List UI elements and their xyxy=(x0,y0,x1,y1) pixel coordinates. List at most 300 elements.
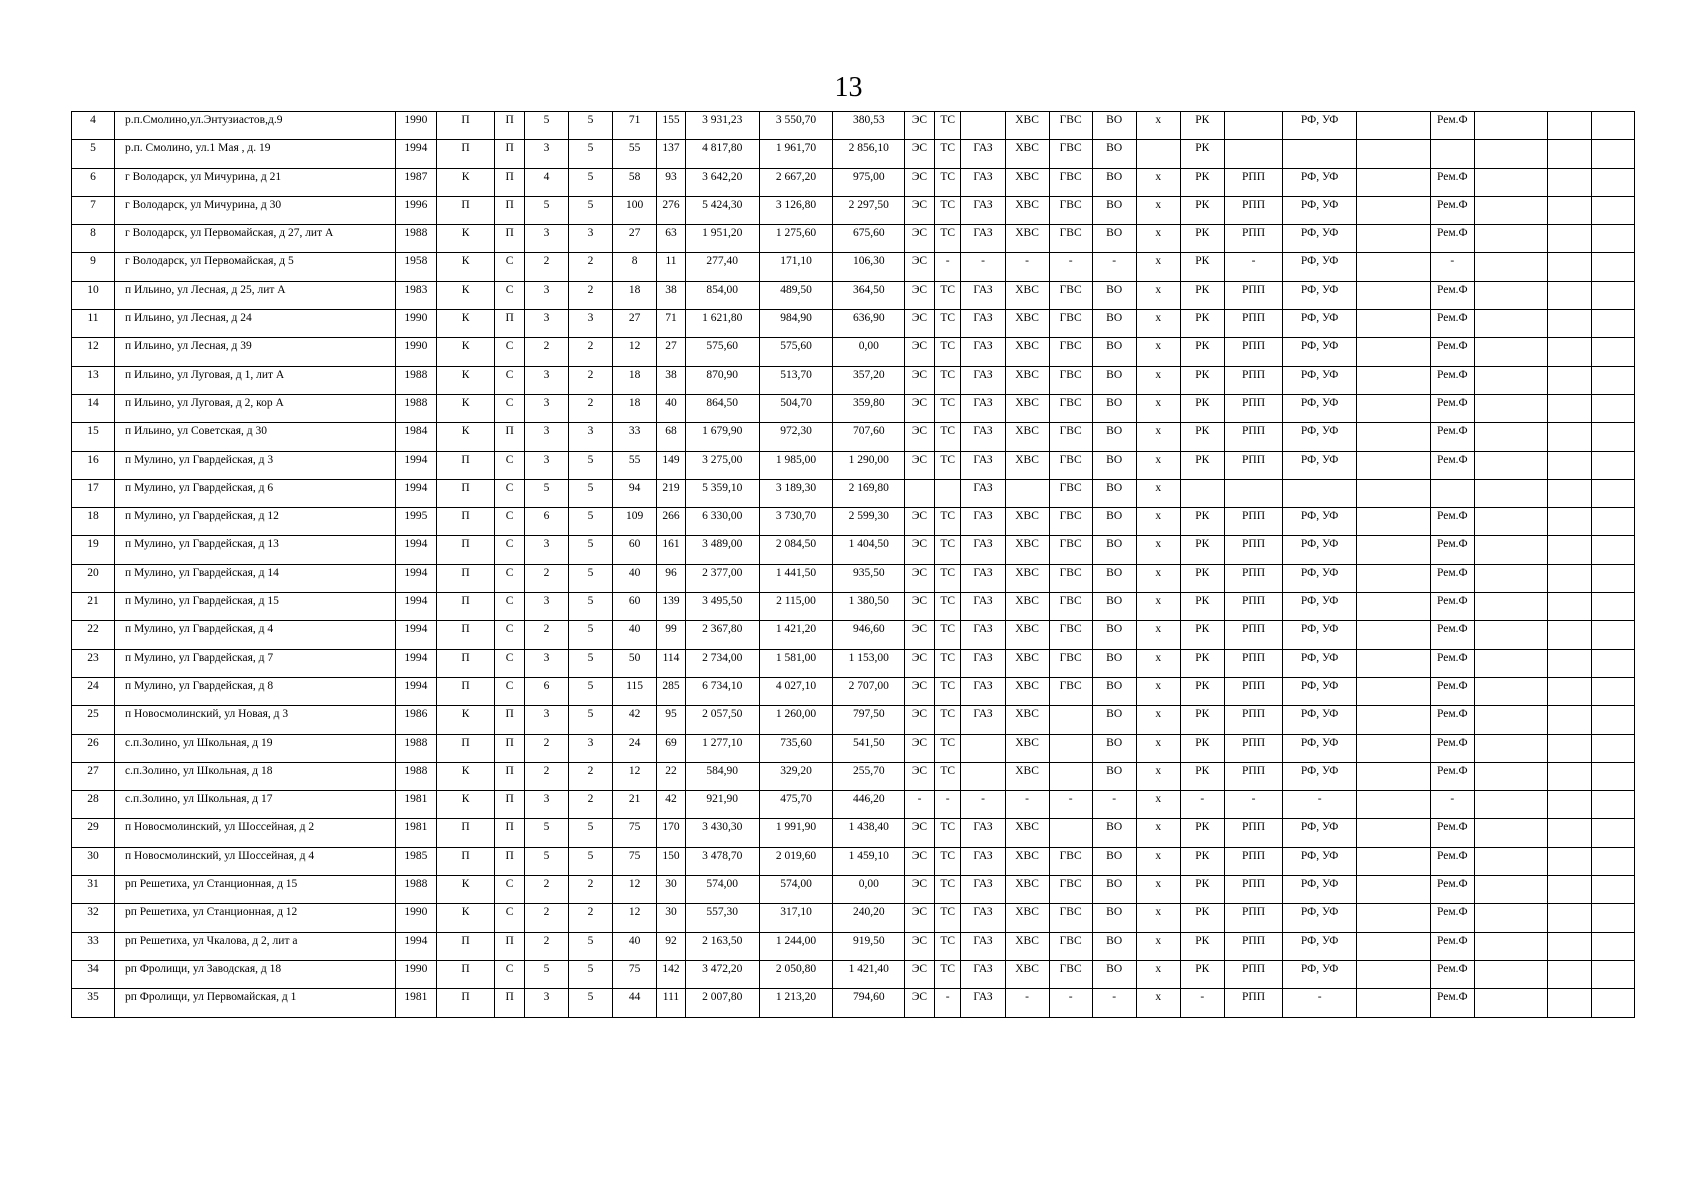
cell-type-code: С xyxy=(495,253,525,281)
cell-residents: 38 xyxy=(657,281,686,309)
cell-nonresidential-area: 975,00 xyxy=(833,168,905,196)
cell-heating: ТС xyxy=(934,338,961,366)
cell-apartments: 12 xyxy=(613,876,657,904)
cell-residents: 114 xyxy=(657,649,686,677)
cell-year-built: 1988 xyxy=(395,366,436,394)
cell-cold-water: ХВС xyxy=(1005,168,1049,196)
cell-repair-fund xyxy=(1430,479,1474,507)
cell-extra-col-1 xyxy=(1357,932,1431,960)
cell-row-number: 17 xyxy=(72,479,115,507)
cell-rpp-code: РПП xyxy=(1224,989,1282,1017)
cell-rpp-code xyxy=(1224,112,1282,140)
cell-material-code: П xyxy=(436,479,494,507)
cell-address: рп Решетиха, ул Станционная, д 12 xyxy=(115,904,396,932)
cell-total-area: 2 377,00 xyxy=(685,564,759,592)
cell-type-code: С xyxy=(495,451,525,479)
cell-material-code: П xyxy=(436,140,494,168)
cell-total-area: 2 057,50 xyxy=(685,706,759,734)
cell-address: п Мулино, ул Гвардейская, д 7 xyxy=(115,649,396,677)
cell-cold-water: ХВС xyxy=(1005,423,1049,451)
cell-extra-col-2 xyxy=(1474,281,1547,309)
cell-x-mark xyxy=(1136,140,1180,168)
cell-rf-uf-code: РФ, УФ xyxy=(1283,593,1357,621)
cell-material-code: К xyxy=(436,394,494,422)
table-row xyxy=(72,932,1635,960)
cell-gas: ГАЗ xyxy=(961,394,1005,422)
cell-hot-water: ГВС xyxy=(1049,196,1092,224)
cell-total-area: 2 734,00 xyxy=(685,649,759,677)
cell-year-built: 1988 xyxy=(395,394,436,422)
cell-extra-col-4 xyxy=(1591,734,1634,762)
cell-type-code: С xyxy=(495,338,525,366)
cell-material-code: П xyxy=(436,960,494,988)
cell-sewerage: ВО xyxy=(1092,536,1136,564)
cell-type-code: С xyxy=(495,536,525,564)
cell-type-code: П xyxy=(495,225,525,253)
cell-floors: 3 xyxy=(524,225,568,253)
cell-extra-col-2 xyxy=(1474,253,1547,281)
cell-extra-col-4 xyxy=(1591,225,1634,253)
cell-heating: ТС xyxy=(934,281,961,309)
cell-year-built: 1994 xyxy=(395,649,436,677)
cell-hot-water xyxy=(1049,762,1092,790)
cell-electricity: ЭС xyxy=(905,281,935,309)
cell-row-number: 23 xyxy=(72,649,115,677)
cell-year-built: 1981 xyxy=(395,819,436,847)
cell-repair-fund: Рем.Ф xyxy=(1430,876,1474,904)
cell-x-mark: х xyxy=(1136,112,1180,140)
cell-living-area: 984,90 xyxy=(759,310,833,338)
cell-extra-col-1 xyxy=(1357,508,1431,536)
cell-entrances: 2 xyxy=(569,394,613,422)
cell-repair-fund: Рем.Ф xyxy=(1430,310,1474,338)
cell-year-built: 1988 xyxy=(395,225,436,253)
cell-address: п Мулино, ул Гвардейская, д 15 xyxy=(115,593,396,621)
cell-residents: 111 xyxy=(657,989,686,1017)
cell-nonresidential-area: 541,50 xyxy=(833,734,905,762)
cell-rk-code: РК xyxy=(1180,196,1224,224)
cell-entrances: 5 xyxy=(569,706,613,734)
cell-rk-code xyxy=(1180,479,1224,507)
cell-apartments: 18 xyxy=(613,394,657,422)
cell-address: п Новосмолинский, ул Шоссейная, д 2 xyxy=(115,819,396,847)
cell-repair-fund: Рем.Ф xyxy=(1430,394,1474,422)
cell-sewerage: ВО xyxy=(1092,225,1136,253)
cell-total-area: 1 679,90 xyxy=(685,423,759,451)
cell-entrances: 3 xyxy=(569,310,613,338)
cell-row-number: 27 xyxy=(72,762,115,790)
cell-rpp-code: РПП xyxy=(1224,508,1282,536)
cell-rpp-code: РПП xyxy=(1224,564,1282,592)
cell-cold-water: ХВС xyxy=(1005,281,1049,309)
cell-nonresidential-area: 106,30 xyxy=(833,253,905,281)
cell-extra-col-3 xyxy=(1547,112,1591,140)
cell-residents: 42 xyxy=(657,791,686,819)
cell-total-area: 584,90 xyxy=(685,762,759,790)
cell-residents: 27 xyxy=(657,338,686,366)
cell-extra-col-4 xyxy=(1591,593,1634,621)
cell-living-area: 2 667,20 xyxy=(759,168,833,196)
cell-rpp-code: РПП xyxy=(1224,281,1282,309)
cell-living-area: 317,10 xyxy=(759,904,833,932)
cell-rpp-code: РПП xyxy=(1224,310,1282,338)
cell-heating: ТС xyxy=(934,847,961,875)
cell-cold-water: - xyxy=(1005,989,1049,1017)
cell-hot-water: ГВС xyxy=(1049,932,1092,960)
cell-rf-uf-code xyxy=(1283,140,1357,168)
cell-electricity: ЭС xyxy=(905,508,935,536)
cell-year-built: 1996 xyxy=(395,196,436,224)
cell-heating: ТС xyxy=(934,225,961,253)
cell-rpp-code: РПП xyxy=(1224,734,1282,762)
cell-repair-fund: Рем.Ф xyxy=(1430,734,1474,762)
cell-extra-col-3 xyxy=(1547,253,1591,281)
cell-heating: ТС xyxy=(934,394,961,422)
table-row xyxy=(72,423,1635,451)
cell-extra-col-3 xyxy=(1547,196,1591,224)
cell-year-built: 1995 xyxy=(395,508,436,536)
cell-gas: - xyxy=(961,253,1005,281)
cell-extra-col-2 xyxy=(1474,989,1547,1017)
cell-electricity: ЭС xyxy=(905,677,935,705)
cell-electricity: ЭС xyxy=(905,593,935,621)
cell-extra-col-4 xyxy=(1591,932,1634,960)
cell-cold-water: ХВС xyxy=(1005,876,1049,904)
cell-nonresidential-area: 1 421,40 xyxy=(833,960,905,988)
cell-total-area: 574,00 xyxy=(685,876,759,904)
cell-entrances: 5 xyxy=(569,677,613,705)
table-row xyxy=(72,394,1635,422)
cell-electricity: ЭС xyxy=(905,621,935,649)
cell-rpp-code: РПП xyxy=(1224,904,1282,932)
cell-rk-code: РК xyxy=(1180,876,1224,904)
cell-repair-fund: - xyxy=(1430,791,1474,819)
cell-sewerage: ВО xyxy=(1092,281,1136,309)
cell-extra-col-1 xyxy=(1357,791,1431,819)
cell-rpp-code: РПП xyxy=(1224,706,1282,734)
cell-rpp-code: - xyxy=(1224,253,1282,281)
cell-nonresidential-area: 240,20 xyxy=(833,904,905,932)
cell-extra-col-1 xyxy=(1357,734,1431,762)
cell-repair-fund: Рем.Ф xyxy=(1430,960,1474,988)
cell-heating: ТС xyxy=(934,112,961,140)
cell-extra-col-3 xyxy=(1547,649,1591,677)
cell-hot-water: ГВС xyxy=(1049,394,1092,422)
table-row xyxy=(72,593,1635,621)
cell-extra-col-1 xyxy=(1357,960,1431,988)
cell-extra-col-2 xyxy=(1474,423,1547,451)
cell-residents: 150 xyxy=(657,847,686,875)
cell-material-code: П xyxy=(436,734,494,762)
cell-floors: 3 xyxy=(524,423,568,451)
cell-gas: ГАЗ xyxy=(961,508,1005,536)
cell-x-mark: х xyxy=(1136,366,1180,394)
cell-nonresidential-area: 675,60 xyxy=(833,225,905,253)
cell-extra-col-1 xyxy=(1357,310,1431,338)
cell-entrances: 5 xyxy=(569,508,613,536)
cell-rf-uf-code: РФ, УФ xyxy=(1283,649,1357,677)
cell-gas: ГАЗ xyxy=(961,677,1005,705)
cell-rk-code: РК xyxy=(1180,762,1224,790)
cell-repair-fund: Рем.Ф xyxy=(1430,423,1474,451)
cell-repair-fund: Рем.Ф xyxy=(1430,366,1474,394)
cell-cold-water xyxy=(1005,479,1049,507)
cell-extra-col-2 xyxy=(1474,508,1547,536)
cell-extra-col-4 xyxy=(1591,394,1634,422)
cell-type-code: П xyxy=(495,310,525,338)
cell-repair-fund: Рем.Ф xyxy=(1430,847,1474,875)
cell-extra-col-4 xyxy=(1591,366,1634,394)
cell-extra-col-2 xyxy=(1474,593,1547,621)
cell-extra-col-1 xyxy=(1357,677,1431,705)
cell-cold-water: ХВС xyxy=(1005,112,1049,140)
cell-cold-water: ХВС xyxy=(1005,734,1049,762)
cell-extra-col-3 xyxy=(1547,847,1591,875)
cell-residents: 68 xyxy=(657,423,686,451)
cell-floors: 3 xyxy=(524,281,568,309)
cell-material-code: П xyxy=(436,819,494,847)
cell-type-code: П xyxy=(495,196,525,224)
cell-floors: 3 xyxy=(524,989,568,1017)
cell-sewerage: ВО xyxy=(1092,338,1136,366)
table-row xyxy=(72,621,1635,649)
cell-material-code: П xyxy=(436,621,494,649)
cell-rpp-code: РПП xyxy=(1224,168,1282,196)
cell-type-code: П xyxy=(495,791,525,819)
cell-hot-water: ГВС xyxy=(1049,621,1092,649)
cell-x-mark: х xyxy=(1136,932,1180,960)
cell-extra-col-1 xyxy=(1357,536,1431,564)
cell-residents: 276 xyxy=(657,196,686,224)
cell-cold-water: ХВС xyxy=(1005,960,1049,988)
cell-extra-col-2 xyxy=(1474,876,1547,904)
cell-heating: - xyxy=(934,253,961,281)
cell-rpp-code xyxy=(1224,479,1282,507)
cell-nonresidential-area: 1 404,50 xyxy=(833,536,905,564)
cell-nonresidential-area: 1 290,00 xyxy=(833,451,905,479)
cell-extra-col-3 xyxy=(1547,960,1591,988)
cell-electricity: ЭС xyxy=(905,762,935,790)
cell-extra-col-1 xyxy=(1357,819,1431,847)
table-row xyxy=(72,140,1635,168)
cell-gas xyxy=(961,112,1005,140)
table-row xyxy=(72,791,1635,819)
cell-row-number: 28 xyxy=(72,791,115,819)
cell-rk-code: РК xyxy=(1180,112,1224,140)
cell-apartments: 115 xyxy=(613,677,657,705)
cell-electricity: ЭС xyxy=(905,734,935,762)
cell-living-area: 2 019,60 xyxy=(759,847,833,875)
cell-year-built: 1990 xyxy=(395,310,436,338)
cell-type-code: П xyxy=(495,423,525,451)
cell-gas: ГАЗ xyxy=(961,564,1005,592)
cell-year-built: 1994 xyxy=(395,932,436,960)
cell-living-area: 3 550,70 xyxy=(759,112,833,140)
cell-electricity: ЭС xyxy=(905,253,935,281)
cell-residents: 69 xyxy=(657,734,686,762)
cell-gas: ГАЗ xyxy=(961,423,1005,451)
cell-electricity: ЭС xyxy=(905,394,935,422)
cell-x-mark: х xyxy=(1136,593,1180,621)
table-row xyxy=(72,168,1635,196)
cell-material-code: К xyxy=(436,338,494,366)
cell-entrances: 5 xyxy=(569,989,613,1017)
cell-repair-fund: Рем.Ф xyxy=(1430,338,1474,366)
cell-rk-code: РК xyxy=(1180,564,1224,592)
cell-cold-water: ХВС xyxy=(1005,536,1049,564)
cell-sewerage: ВО xyxy=(1092,593,1136,621)
cell-rk-code: РК xyxy=(1180,253,1224,281)
cell-repair-fund: Рем.Ф xyxy=(1430,677,1474,705)
cell-sewerage: ВО xyxy=(1092,932,1136,960)
cell-repair-fund: Рем.Ф xyxy=(1430,593,1474,621)
table-row xyxy=(72,451,1635,479)
cell-living-area: 171,10 xyxy=(759,253,833,281)
cell-row-number: 5 xyxy=(72,140,115,168)
cell-rf-uf-code: РФ, УФ xyxy=(1283,706,1357,734)
cell-row-number: 25 xyxy=(72,706,115,734)
cell-extra-col-4 xyxy=(1591,989,1634,1017)
cell-electricity: ЭС xyxy=(905,451,935,479)
cell-floors: 3 xyxy=(524,451,568,479)
cell-row-number: 26 xyxy=(72,734,115,762)
cell-sewerage: ВО xyxy=(1092,649,1136,677)
cell-x-mark: х xyxy=(1136,564,1180,592)
cell-hot-water: ГВС xyxy=(1049,168,1092,196)
cell-rk-code: РК xyxy=(1180,423,1224,451)
cell-sewerage: ВО xyxy=(1092,423,1136,451)
cell-living-area: 575,60 xyxy=(759,338,833,366)
cell-hot-water: ГВС xyxy=(1049,677,1092,705)
cell-extra-col-4 xyxy=(1591,904,1634,932)
cell-hot-water: ГВС xyxy=(1049,847,1092,875)
cell-total-area: 6 734,10 xyxy=(685,677,759,705)
table-row xyxy=(72,677,1635,705)
cell-hot-water: ГВС xyxy=(1049,876,1092,904)
cell-extra-col-1 xyxy=(1357,904,1431,932)
cell-entrances: 5 xyxy=(569,932,613,960)
cell-electricity: ЭС xyxy=(905,140,935,168)
cell-extra-col-4 xyxy=(1591,677,1634,705)
cell-extra-col-3 xyxy=(1547,989,1591,1017)
cell-rk-code: РК xyxy=(1180,677,1224,705)
cell-repair-fund: Рем.Ф xyxy=(1430,989,1474,1017)
cell-extra-col-4 xyxy=(1591,479,1634,507)
cell-hot-water: ГВС xyxy=(1049,508,1092,536)
cell-sewerage: ВО xyxy=(1092,366,1136,394)
cell-cold-water: - xyxy=(1005,253,1049,281)
cell-heating: ТС xyxy=(934,310,961,338)
cell-extra-col-2 xyxy=(1474,904,1547,932)
cell-address: п Ильино, ул Луговая, д 1, лит А xyxy=(115,366,396,394)
cell-extra-col-2 xyxy=(1474,168,1547,196)
cell-x-mark: х xyxy=(1136,281,1180,309)
cell-rk-code: РК xyxy=(1180,140,1224,168)
cell-extra-col-2 xyxy=(1474,706,1547,734)
cell-cold-water: ХВС xyxy=(1005,819,1049,847)
cell-row-number: 35 xyxy=(72,989,115,1017)
cell-entrances: 5 xyxy=(569,536,613,564)
cell-rf-uf-code: РФ, УФ xyxy=(1283,876,1357,904)
cell-floors: 3 xyxy=(524,140,568,168)
cell-apartments: 55 xyxy=(613,451,657,479)
cell-cold-water: ХВС xyxy=(1005,932,1049,960)
cell-gas: ГАЗ xyxy=(961,168,1005,196)
cell-rf-uf-code xyxy=(1283,479,1357,507)
cell-address: п Ильино, ул Лесная, д 24 xyxy=(115,310,396,338)
cell-extra-col-3 xyxy=(1547,904,1591,932)
cell-x-mark: х xyxy=(1136,621,1180,649)
cell-hot-water: ГВС xyxy=(1049,310,1092,338)
cell-extra-col-3 xyxy=(1547,593,1591,621)
cell-address: п Мулино, ул Гвардейская, д 3 xyxy=(115,451,396,479)
cell-hot-water: ГВС xyxy=(1049,451,1092,479)
cell-sewerage: ВО xyxy=(1092,479,1136,507)
cell-rf-uf-code: РФ, УФ xyxy=(1283,536,1357,564)
cell-residents: 219 xyxy=(657,479,686,507)
cell-electricity: ЭС xyxy=(905,989,935,1017)
cell-extra-col-1 xyxy=(1357,253,1431,281)
cell-extra-col-3 xyxy=(1547,479,1591,507)
table-row xyxy=(72,479,1635,507)
cell-x-mark: х xyxy=(1136,168,1180,196)
cell-row-number: 9 xyxy=(72,253,115,281)
cell-cold-water: ХВС xyxy=(1005,847,1049,875)
cell-hot-water: ГВС xyxy=(1049,112,1092,140)
cell-material-code: П xyxy=(436,564,494,592)
cell-heating: ТС xyxy=(934,762,961,790)
cell-material-code: К xyxy=(436,706,494,734)
cell-nonresidential-area: 446,20 xyxy=(833,791,905,819)
cell-x-mark: х xyxy=(1136,536,1180,564)
cell-living-area: 513,70 xyxy=(759,366,833,394)
cell-extra-col-1 xyxy=(1357,423,1431,451)
cell-sewerage: ВО xyxy=(1092,847,1136,875)
cell-nonresidential-area: 1 438,40 xyxy=(833,819,905,847)
cell-extra-col-2 xyxy=(1474,564,1547,592)
cell-x-mark: х xyxy=(1136,706,1180,734)
cell-total-area: 3 931,23 xyxy=(685,112,759,140)
cell-type-code: С xyxy=(495,677,525,705)
cell-year-built: 1994 xyxy=(395,536,436,564)
cell-extra-col-4 xyxy=(1591,253,1634,281)
cell-rpp-code: РПП xyxy=(1224,960,1282,988)
cell-electricity xyxy=(905,479,935,507)
cell-total-area: 1 277,10 xyxy=(685,734,759,762)
cell-apartments: 27 xyxy=(613,225,657,253)
cell-extra-col-2 xyxy=(1474,366,1547,394)
cell-residents: 170 xyxy=(657,819,686,847)
cell-x-mark: х xyxy=(1136,423,1180,451)
cell-floors: 2 xyxy=(524,904,568,932)
cell-extra-col-1 xyxy=(1357,706,1431,734)
cell-rf-uf-code: РФ, УФ xyxy=(1283,819,1357,847)
cell-extra-col-4 xyxy=(1591,876,1634,904)
cell-rpp-code: РПП xyxy=(1224,366,1282,394)
cell-extra-col-2 xyxy=(1474,734,1547,762)
cell-row-number: 34 xyxy=(72,960,115,988)
table-row xyxy=(72,649,1635,677)
cell-hot-water xyxy=(1049,734,1092,762)
cell-rk-code: РК xyxy=(1180,904,1224,932)
cell-hot-water xyxy=(1049,819,1092,847)
cell-gas: ГАЗ xyxy=(961,847,1005,875)
cell-x-mark: х xyxy=(1136,904,1180,932)
table-row xyxy=(72,536,1635,564)
cell-extra-col-3 xyxy=(1547,932,1591,960)
cell-rpp-code: РПП xyxy=(1224,621,1282,649)
cell-nonresidential-area: 946,60 xyxy=(833,621,905,649)
